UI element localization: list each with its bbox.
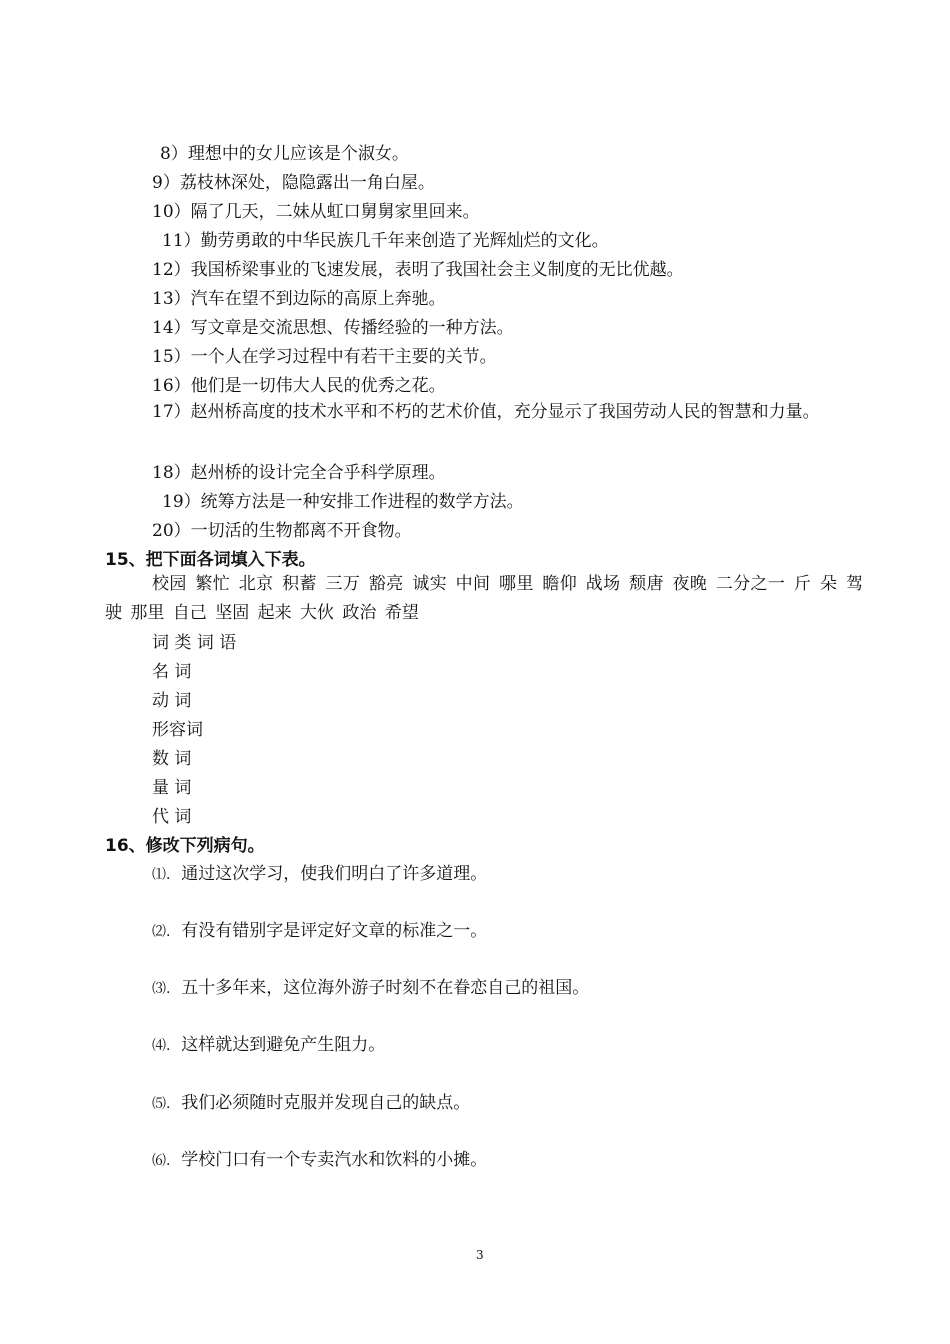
- sentence-text: 他们是一切伟大人民的优秀之花。: [190, 376, 446, 396]
- item-number: ⑶.: [152, 981, 171, 997]
- sentence-12: [152, 259, 684, 281]
- sentence-text: 赵州桥的设计完全合乎科学原理。: [190, 463, 446, 483]
- faulty-sentence-1: [152, 863, 487, 886]
- item-text: 学校门口有一个专卖汽水和饮料的小摊。: [181, 1150, 488, 1170]
- sentence-text: 隔了几天，二妹从虹口舅舅家里回来。: [190, 202, 480, 222]
- word-class-numeral: 数 词: [152, 749, 192, 769]
- item-text: 这样就达到避免产生阻力。: [181, 1035, 386, 1055]
- sentence-number: 16）: [152, 376, 191, 396]
- sentence-number: 10）: [152, 202, 191, 222]
- sentence-18: [152, 462, 446, 484]
- sentence-19: [162, 491, 524, 513]
- word-class-noun: 名 词: [152, 662, 192, 682]
- faulty-sentence-2: [152, 920, 487, 943]
- faulty-sentence-4: [152, 1034, 385, 1057]
- sentence-text: 我国桥梁事业的飞速发展，表明了我国社会主义制度的无比优越。: [190, 260, 684, 280]
- sentence-number: 9）: [152, 173, 180, 193]
- sentence-8: [160, 143, 409, 165]
- sentence-text: 理想中的女儿应该是个淑女。: [187, 144, 409, 164]
- item-text: 我们必须随时克服并发现自己的缺点。: [181, 1093, 471, 1113]
- sentence-text: 一个人在学习过程中有若干主要的关节。: [190, 347, 497, 367]
- sentence-text: 写文章是交流思想、传播经验的一种方法。: [190, 318, 514, 338]
- sentence-text: 汽车在望不到边际的高原上奔驰。: [190, 289, 446, 309]
- sentence-text: 勤劳勇敢的中华民族几千年来创造了光辉灿烂的文化。: [200, 231, 609, 251]
- faulty-sentence-5: [152, 1092, 470, 1115]
- word-class-adjective: 形容词: [152, 720, 203, 740]
- item-number: ⑸.: [152, 1096, 171, 1112]
- page-number: 3: [476, 1248, 484, 1262]
- sentence-number: 18）: [152, 463, 191, 483]
- word-class-verb: 动 词: [152, 691, 192, 711]
- sentence-number: 13）: [152, 289, 191, 309]
- question-16-title: 16、修改下列病句。: [105, 836, 265, 856]
- sentence-number: 8）: [160, 144, 188, 164]
- item-text: 通过这次学习，使我们明白了许多道理。: [181, 864, 488, 884]
- sentence-14: [152, 317, 514, 339]
- item-number: ⑵.: [152, 924, 171, 940]
- item-text: 五十多年来，这位海外游子时刻不在眷恋自己的祖国。: [181, 978, 590, 998]
- word-table-header: 词 类 词 语: [152, 633, 237, 653]
- faulty-sentence-3: [152, 977, 589, 1000]
- item-number: ⑷.: [152, 1038, 171, 1054]
- sentence-number: 11）: [162, 231, 201, 251]
- item-number: ⑴.: [152, 867, 171, 883]
- sentence-17: 17）赵州桥高度的技术水平和不朽的艺术价值，充分显示了我国劳动人民的智慧和力量。: [152, 402, 820, 422]
- question-15-word-list: 校园 繁忙 北京 积蓄 三万 豁亮 诚实 中间 哪里 瞻仰 战场 颓唐 夜晚 二分之一 斤 朵 驾驶 那里 自己 坚固 起来 大伙 政治 希望: [105, 574, 863, 623]
- question-15-title: 15、把下面各词填入下表。: [105, 550, 316, 570]
- sentence-number: 19）: [162, 492, 201, 512]
- sentence-10: [152, 201, 480, 223]
- word-class-measure: 量 词: [152, 778, 192, 798]
- sentence-number: 14）: [152, 318, 191, 338]
- item-text: 有没有错别字是评定好文章的标准之一。: [181, 921, 488, 941]
- sentence-15: [152, 346, 497, 368]
- sentence-16: [152, 375, 446, 397]
- sentence-11: [162, 230, 609, 252]
- sentence-number: 20）: [152, 521, 191, 541]
- sentence-text: 荔枝林深处，隐隐露出一角白屋。: [179, 173, 435, 193]
- sentence-number: 15）: [152, 347, 191, 367]
- word-class-pronoun: 代 词: [152, 807, 192, 827]
- faulty-sentence-6: [152, 1149, 487, 1172]
- sentence-20: [152, 520, 412, 542]
- sentence-text: 一切活的生物都离不开食物。: [190, 521, 412, 541]
- sentence-number: 12）: [152, 260, 191, 280]
- sentence-text: 统筹方法是一种安排工作进程的数学方法。: [200, 492, 524, 512]
- sentence-13: [152, 288, 446, 310]
- sentence-9: [152, 172, 435, 194]
- item-number: ⑹.: [152, 1153, 171, 1169]
